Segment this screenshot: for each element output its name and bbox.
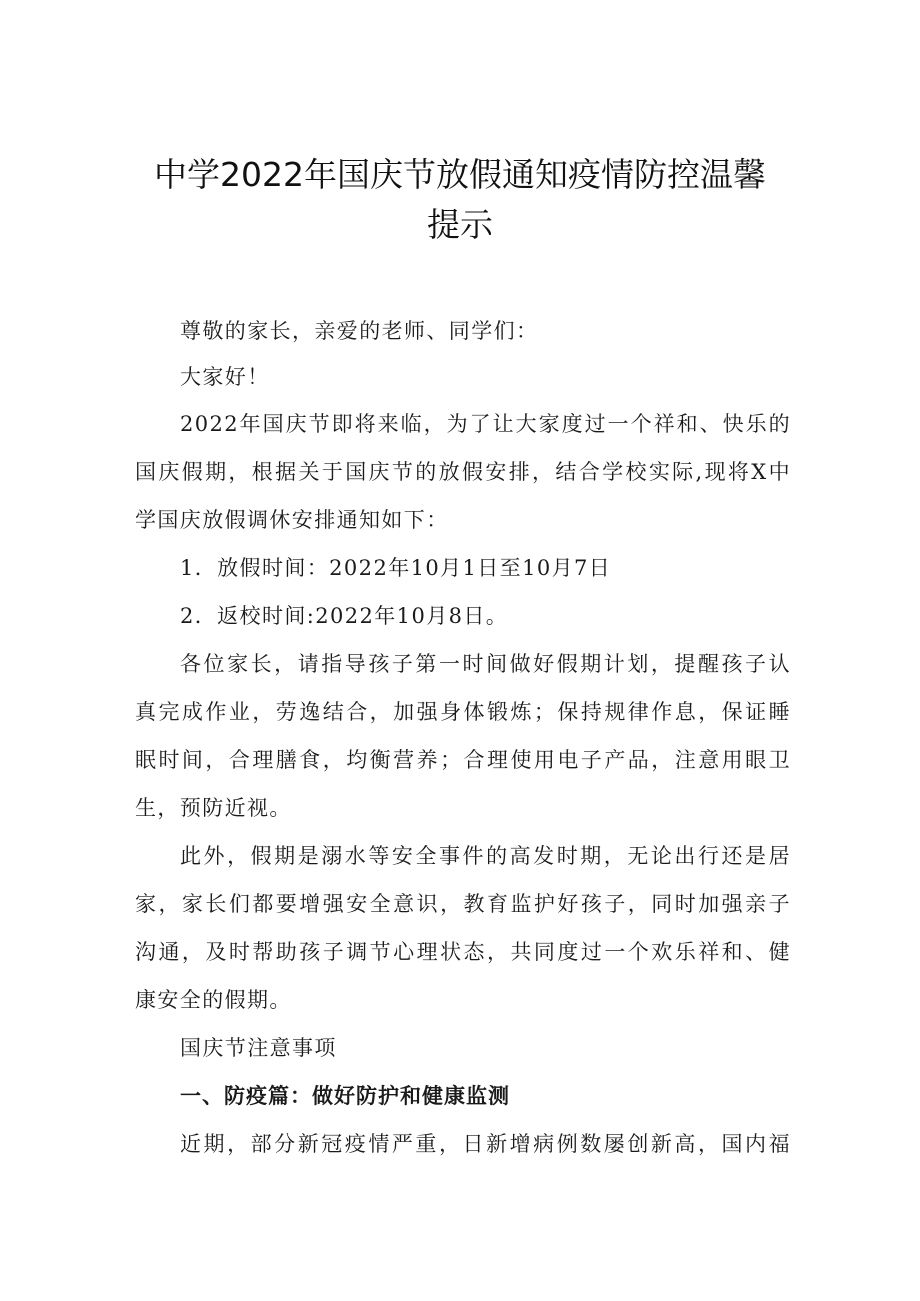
- title-line-1: 中学2022年国庆节放假通知疫情防控温馨: [154, 155, 766, 194]
- section-heading-notes: 国庆节注意事项: [180, 1036, 337, 1060]
- paragraph-parents-line-4: 生，预防近视。: [135, 796, 292, 820]
- section-heading-epidemic: 一、防疫篇：做好防护和健康监测: [180, 1084, 510, 1108]
- document-title: [120, 150, 800, 250]
- paragraph-parents-line-2: 真完成作业，劳逸结合，加强身体锻炼；保持规律作息，保证睡: [135, 700, 791, 724]
- paragraph-parents-line-3: 眠时间，合理膳食，均衡营养；合理使用电子产品，注意用眼卫: [135, 748, 791, 772]
- paragraph-intro-line-3: 学国庆放假调休安排通知如下：: [135, 508, 449, 532]
- paragraph-safety-line-1: 此外，假期是溺水等安全事件的高发时期，无论出行还是居: [180, 844, 791, 868]
- paragraph-epidemic-line-1: 近期，部分新冠疫情严重，日新增病例数屡创新高，国内福: [180, 1132, 791, 1156]
- greeting: 大家好！: [180, 365, 270, 389]
- paragraph-intro-line-1: 2022年国庆节即将来临，为了让大家度过一个祥和、快乐的: [180, 412, 791, 436]
- paragraph-intro-line-2: 国庆假期，根据关于国庆节的放假安排，结合学校实际,现将X中: [135, 460, 791, 484]
- paragraph-safety-line-4: 康安全的假期。: [135, 988, 292, 1012]
- title-line-2: 提示: [427, 205, 493, 244]
- salutation: 尊敬的家长，亲爱的老师、同学们：: [180, 319, 539, 343]
- holiday-dates-item: 1．放假时间：2022年10月1日至10月7日: [180, 556, 612, 580]
- paragraph-parents-line-1: 各位家长，请指导孩子第一时间做好假期计划，提醒孩子认: [180, 652, 791, 676]
- paragraph-safety-line-2: 家，家长们都要增强安全意识，教育监护好孩子，同时加强亲子: [135, 892, 791, 916]
- paragraph-safety-line-3: 沟通，及时帮助孩子调节心理状态，共同度过一个欢乐祥和、健: [135, 940, 791, 964]
- return-date-item: 2．返校时间:2022年10月8日。: [180, 604, 509, 628]
